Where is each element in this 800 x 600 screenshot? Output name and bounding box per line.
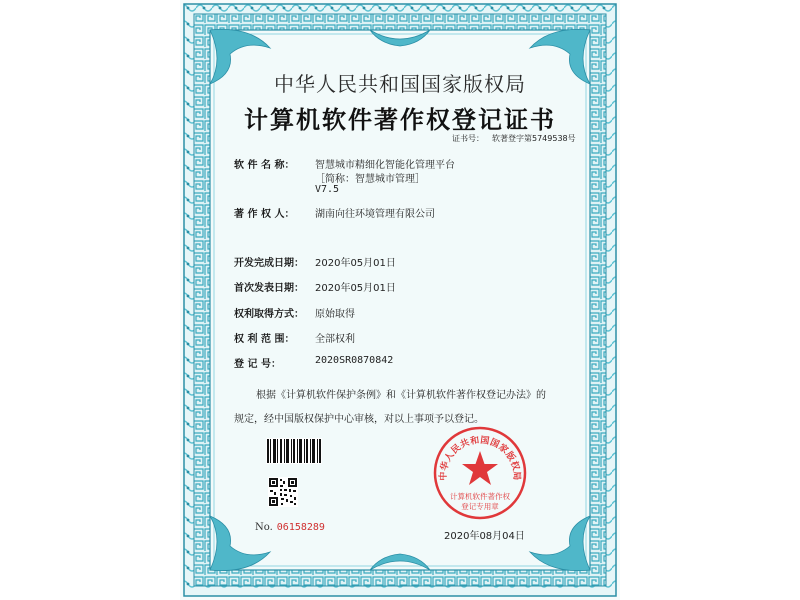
certificate-number-value: 软著登字第5749538号: [492, 134, 576, 143]
certificate-title: 计算机软件著作权登记证书: [244, 105, 556, 134]
seal-arc-text: 中华人民共和国国家版权局: [438, 435, 522, 481]
star-icon: [462, 451, 498, 485]
qr-code-icon: [268, 477, 298, 507]
statement-line-2: 规定，经中国版权保护中心审核，对以上事项予以登记。: [234, 414, 484, 425]
rights-scope-label: 权 利 范 围：: [234, 334, 295, 345]
seal-line-2: 登记专用章: [461, 502, 499, 511]
software-name-label: 软 件 名 称：: [234, 160, 295, 171]
dev-date-label: 开发完成日期：: [234, 258, 304, 269]
certificate-number-label: 证书号：: [452, 134, 484, 143]
registration-number-value: 2020SR0870842: [315, 355, 394, 366]
pub-date-label: 首次发表日期：: [234, 283, 304, 294]
owner-value: 湖南向往环境管理有限公司: [315, 209, 435, 220]
serial-number: [255, 522, 325, 533]
acquire-method-label: 权利取得方式：: [234, 309, 304, 320]
pub-date-value: 2020年05月01日: [315, 283, 396, 294]
issuing-authority: 中华人民共和国国家版权局: [274, 72, 526, 96]
seal-line-1: 计算机软件著作权: [450, 492, 510, 501]
software-name-value: 智慧城市精细化智能化管理平台: [315, 160, 455, 171]
owner-label: 著 作 权 人：: [234, 209, 295, 220]
statement-line-1: 根据《计算机软件保护条例》和《计算机软件著作权登记办法》的: [256, 390, 546, 401]
serial-value: 06158289: [276, 522, 325, 533]
issue-date: 2020年08月04日: [444, 531, 525, 542]
registration-number-label: 登 记 号：: [234, 359, 281, 370]
certificate: [180, 0, 620, 600]
software-short-name: ［简称：智慧城市管理］: [315, 174, 425, 185]
acquire-method-value: 原始取得: [315, 309, 355, 320]
dev-date-value: 2020年05月01日: [315, 258, 396, 269]
barcode-icon: [266, 438, 322, 464]
certificate-number: [452, 133, 584, 144]
serial-prefix: No.: [255, 522, 273, 533]
software-version: V7.5: [315, 184, 340, 195]
rights-scope-value: 全部权利: [315, 334, 355, 345]
official-seal: [432, 425, 528, 521]
